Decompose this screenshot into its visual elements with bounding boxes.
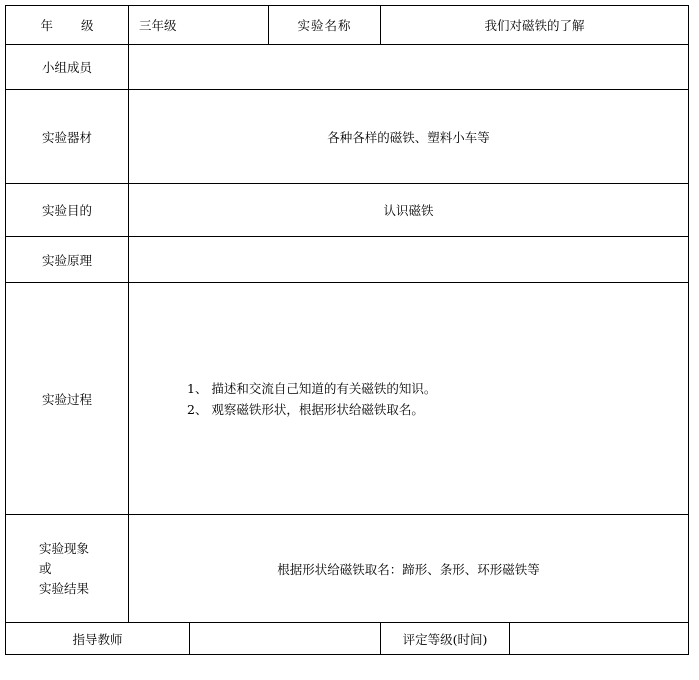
principle-label-cell: 实验原理 [6, 237, 129, 283]
process-label-cell: 实验过程 [6, 283, 129, 515]
experiment-record-table [5, 5, 689, 655]
materials-row [6, 90, 689, 184]
materials-label-cell: 实验器材 [6, 90, 129, 184]
experiment-record-sheet [5, 5, 688, 654]
purpose-label-cell: 实验目的 [6, 184, 129, 237]
purpose-row [6, 184, 689, 237]
rating-label-cell: 评定等级(时间) [381, 623, 510, 655]
members-value-cell [129, 45, 689, 90]
rating-value-cell [510, 623, 689, 655]
experiment-name-value-cell: 我们对磁铁的了解 [381, 6, 689, 45]
principle-row [6, 237, 689, 283]
experiment-name-label-cell: 实验名称 [269, 6, 381, 45]
grade-value-cell: 三年级 [129, 6, 269, 45]
teacher-value-cell [190, 623, 381, 655]
grade-label-cell [6, 6, 129, 45]
materials-value-cell: 各种各样的磁铁、塑料小车等 [129, 90, 689, 184]
process-steps-cell [129, 283, 689, 515]
result-label-cell [6, 515, 129, 623]
teacher-label-cell: 指导教师 [6, 623, 190, 655]
principle-value-cell [129, 237, 689, 283]
result-label-line-2: 或 [39, 560, 52, 576]
result-label-line-1: 实验现象 [39, 540, 90, 556]
result-value-cell: 根据形状给磁铁取名：蹄形、条形、环形磁铁等 [129, 515, 689, 623]
result-row [6, 515, 689, 623]
purpose-value-cell: 认识磁铁 [129, 184, 689, 237]
grade-label-char-2: 级 [81, 18, 94, 33]
header-row [6, 6, 689, 45]
result-label-line-3: 实验结果 [39, 580, 90, 596]
footer-row [6, 623, 689, 655]
process-row [6, 283, 689, 515]
process-step-1: 1、 描述和交流自己知道的有关磁铁的知识。 [187, 380, 437, 396]
grade-label-char-1: 年 [40, 18, 53, 33]
process-step-2: 2、 观察磁铁形状，根据形状给磁铁取名。 [187, 401, 424, 417]
members-row [6, 45, 689, 90]
members-label-cell: 小组成员 [6, 45, 129, 90]
